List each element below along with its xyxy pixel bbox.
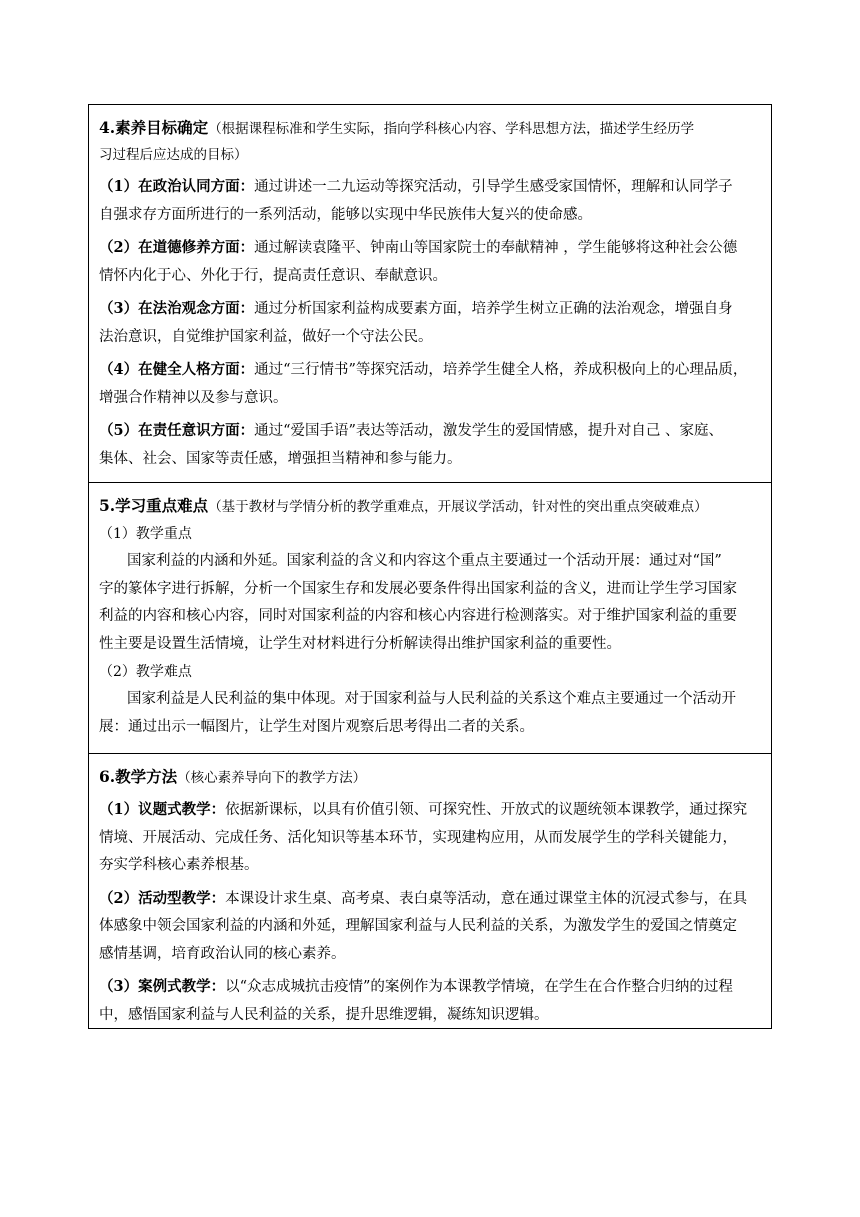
focus-paragraph-line: 国家利益的内涵和外延。国家利益的含义和内容这个重点主要通过一个活动开展：通过对“国”: [127, 553, 722, 569]
focus-paragraph-line: 利益的内容和核心内容，同时对国家利益的内容和核心内容进行检测落实。对于维护国家利益的重要: [99, 608, 737, 624]
method-text-cont: 体感象中领会国家利益的内涵和外延，理解国家利益与人民利益的关系，为激发学生的爱国之情奠定: [99, 918, 737, 934]
method-label: （3）案例式教学：: [99, 978, 226, 995]
goal-label: （3）在法治观念方面：: [99, 300, 255, 317]
method-text: 依据新课标，以具有价值引领、可探究性、开放式的议题统领本课教学，通过探究: [225, 802, 748, 818]
method-item-2: [99, 885, 761, 969]
section-6-note: （核心素养导向下的教学方法）: [177, 770, 367, 786]
section-6-cell: [89, 754, 771, 1028]
focus-paragraph-line: 字的篆体字进行拆解，分析一个国家生存和发展必要条件得出国家利益的含义，进而让学生学习国家: [99, 580, 737, 597]
goal-text: 通过“爱国手语”表达等活动，激发学生的爱国情感，提升对自己 、家庭、: [254, 423, 724, 439]
goal-item-1: [99, 173, 761, 229]
section-5-note: （基于教材与学情分析的教学重难点，开展议学活动，针对性的突出重点突破难点）: [208, 499, 708, 515]
section-4-heading: [99, 115, 761, 142]
method-text: 以“众志成城抗击疫情”的案例作为本课教学情境，在学生在合作整合归纳的过程: [225, 979, 733, 995]
section-5-cell: [89, 483, 771, 754]
teaching-difficulty-subheading: （2）教学难点: [99, 664, 192, 680]
method-text-cont: 情境、开展活动、完成任务、活化知识等基本环节，实现建构应用，从而发展学生的学科关键能力，: [99, 829, 737, 846]
goal-text: 通过讲述一二九运动等探究活动，引导学生感受家国情怀，理解和认同学子: [254, 179, 733, 195]
goal-item-5: [99, 417, 761, 473]
method-text-cont: 夯实学科核心素养根基。: [99, 857, 259, 873]
teaching-focus-subheading: （1）教学重点: [99, 526, 192, 542]
method-text: 本课设计求生桌、高考桌、表白桌等活动，意在通过课堂主体的沉浸式参与，在具: [225, 890, 748, 907]
goal-item-4: [99, 356, 761, 412]
method-text-cont: 感情基调，培育政治认同的核心素养。: [99, 945, 346, 962]
goal-text-cont: 增强合作精神以及参与意识。: [99, 389, 288, 406]
goal-label: （1）在政治认同方面：: [99, 178, 255, 195]
goal-item-3: [99, 295, 761, 351]
goal-text-cont: 集体、社会、国家等责任感，增强担当精神和参与能力。: [99, 450, 462, 467]
goal-label: （5）在责任意识方面：: [99, 422, 255, 439]
section-4-note: （根据课程标准和学生实际，指向学科核心内容、学科思想方法，描述学生经历学: [208, 121, 695, 137]
section-5-title: 5.学习重点难点: [99, 496, 209, 515]
section-4-note-cont: 习过程后应达成的目标）: [99, 147, 248, 163]
goal-text: 通过解读袁隆平、钟南山等国家院士的奉献精神 ，学生能够将这种社会公德: [254, 240, 738, 256]
goal-text-cont: 法治意识，自觉维护国家利益，做好一个守法公民。: [99, 328, 433, 345]
goal-text-cont: 情怀内化于心、外化于行，提高责任意识、奉献意识。: [99, 267, 447, 284]
section-5-heading: [99, 493, 761, 520]
method-item-1: [99, 796, 761, 880]
section-6-title: 6.教学方法: [99, 767, 178, 786]
lesson-plan-table: [88, 104, 772, 1029]
difficulty-paragraph-line: 国家利益是人民利益的集中体现。对于国家利益与人民利益的关系这个难点主要通过一个活动开: [127, 691, 736, 707]
method-item-3: [99, 973, 761, 1029]
method-label: （2）活动型教学：: [99, 889, 226, 907]
section-4-title: 4.素养目标确定: [99, 118, 209, 137]
goal-text: 通过分析国家利益构成要素方面，培养学生树立正确的法治观念，增强自身: [254, 301, 733, 317]
section-4-cell: [89, 105, 771, 483]
goal-label: （2）在道德修养方面：: [99, 239, 255, 256]
goal-label: （4）在健全人格方面：: [99, 361, 255, 378]
focus-paragraph-line: 性主要是设置生活情境，让学生对材料进行分析解读得出维护国家利益的重要性。: [99, 635, 621, 652]
goal-text-cont: 自强求存方面所进行的一系列活动，能够以实现中华民族伟大复兴的使命感。: [99, 206, 592, 223]
method-text-cont: 中，感悟国家利益与人民利益的关系，提升思维逻辑，凝练知识逻辑。: [99, 1006, 549, 1023]
section-6-heading: [99, 764, 761, 791]
method-label: （1）议题式教学：: [99, 801, 226, 818]
difficulty-paragraph-line: 展：通过出示一幅图片，让学生对图片观察后思考得出二者的关系。: [99, 718, 534, 735]
goal-text: 通过“三行情书”等探究活动，培养学生健全人格，养成积极向上的心理品质，: [254, 362, 748, 378]
goal-item-2: [99, 234, 761, 290]
